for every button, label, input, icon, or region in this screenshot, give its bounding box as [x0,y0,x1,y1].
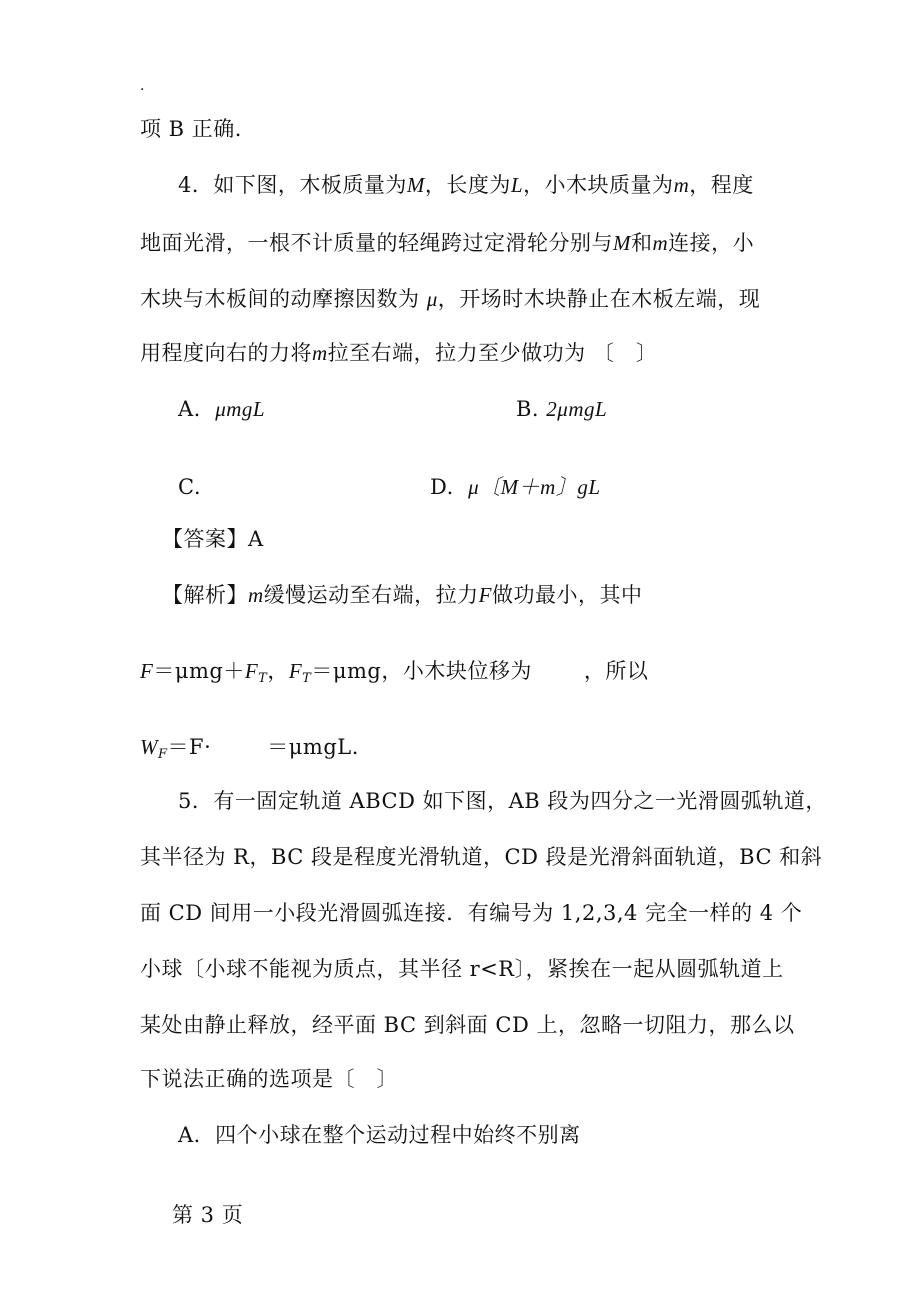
analysis-text: 做功最小，其中 [492,583,643,607]
q5-line-6: 下说法正确的选项是〔 〕 [140,1067,398,1091]
subscript-T: T [258,671,268,686]
q4-text: 连接，小 [668,231,755,255]
var-F: F [140,659,154,683]
q5-option-a: A．四个小球在整个运动过程中始终不别离 [178,1123,581,1147]
equation-text: ＝μmgL. [267,735,359,759]
q5-line-3: 面 CD 间用一小段光滑圆弧连接．有编号为 1,2,3,4 完全一样的 4 个 [140,901,803,925]
q4-text: 和 [631,231,653,255]
var-m: m [673,173,690,197]
q4-number: 4 [178,173,192,197]
q4-text: ．如下图，木板质量为 [191,173,407,197]
q4-answer: 【答案】A [162,527,264,551]
q4-option-d [430,472,601,502]
q5-line-2: 其半径为 R，BC 段是程度光滑轨道，CD 段是光滑斜面轨道，BC 和斜 [140,845,823,869]
var-M: M [406,173,425,197]
equation-text: ＝μmg＋ [153,659,245,683]
equation-text: ＝μmg，小木块位移为 [311,659,532,683]
option-label: A. [178,397,201,421]
subscript-F: F [158,747,168,762]
q4-line-2 [140,228,754,258]
var-W: W [140,735,158,759]
var-F: F [478,583,492,607]
subscript-T: T [302,671,312,686]
option-label: D. [430,475,454,499]
var-m: m [652,231,669,255]
q4-line-4 [140,338,657,368]
option-label: B. [516,397,540,421]
q4-analysis-line-2 [140,656,648,694]
var-F: F [288,659,303,683]
q4-text: 地面光滑，一根不计质量的轻绳跨过定滑轮分别与 [140,231,613,255]
q4-text: ，小木块质量为 [523,173,674,197]
analysis-text: 缓慢运动至右端，拉力 [263,583,479,607]
var-L: L [510,173,524,197]
q4-text: 用程度向右的力将 [140,341,312,365]
q4-line-1 [178,170,754,200]
q4-analysis-line-1 [162,580,643,610]
q5-line-1: 5．有一固定轨道 ABCD 如下图，AB 段为四分之一光滑圆弧轨道， [178,789,827,813]
q5-line-4: 小球〔小球不能视为质点，其半径 r<R〕，紧挨在一起从圆弧轨道上 [140,957,784,981]
q4-text: 拉至右端，拉力至少做功为 [327,341,586,365]
q4-text: 木块与木板间的动摩擦因数为 [140,287,420,311]
answer-blank: 〔 〕 [592,341,658,365]
q4-line-3 [140,284,760,314]
previous-answer-tail: 项 B 正确. [140,117,242,141]
var-m: m [312,341,328,365]
equation-text: ，所以 [583,659,649,683]
page-top-mark: · [140,82,145,98]
var-F: F [244,659,259,683]
q4-analysis-line-3 [140,732,359,770]
option-d-text: μ〔M＋m〕gL [468,475,601,499]
q4-text: ，长度为 [424,173,511,197]
q4-option-a [178,394,265,424]
var-mu: μ [426,287,438,311]
q4-option-c [178,472,201,502]
page-footer: 第 3 页 [172,1203,244,1227]
q5-line-5: 某处由静止释放，经平面 BC 到斜面 CD 上，忽略一切阻力，那么以 [140,1013,795,1037]
equation-text: ＝F· [167,735,212,759]
q4-text: ，开场时木块静止在木板左端，现 [437,287,761,311]
option-b-text: 2μmgL [546,397,608,421]
var-M: M [613,231,631,255]
q4-option-b [516,394,607,424]
option-a-text: μmgL [215,397,266,421]
var-m: m [248,583,264,607]
option-label: C. [178,475,201,499]
analysis-tag: 【解析】 [162,583,248,607]
separator: ， [267,659,289,683]
q4-text: ，程度 [689,173,754,197]
